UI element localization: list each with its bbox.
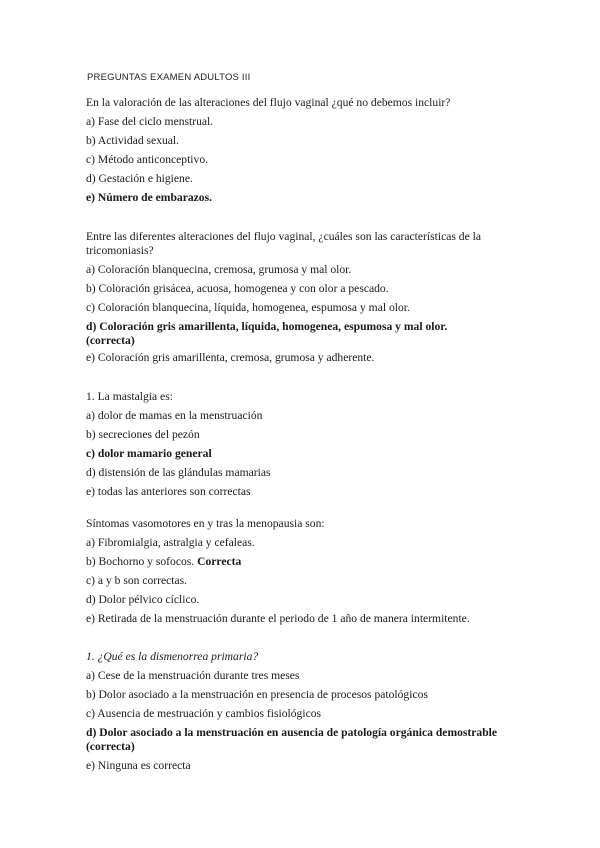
question-3: 1. La mastalgia es: [86,390,173,403]
q5-option-e: e) Ninguna es correcta [86,759,191,772]
q4-correct-label: Correcta [197,555,242,568]
q4-option-b: b) Bochorno y sofocos. [86,555,195,568]
q3-option-a: a) dolor de mamas en la menstruación [86,409,263,422]
q4-option-e: e) Retirada de la menstruación durante el periodo de 1 año de manera intermitente. [86,612,470,625]
question-5: 1. ¿Qué es la dismenorrea primaria? [86,650,259,663]
q1-option-a: a) Fase del ciclo menstrual. [86,115,214,128]
q1-option-c: c) Método anticonceptivo. [86,153,209,166]
question-2-line-1: Entre las diferentes alteraciones del flujo vaginal, ¿cuáles son las características de la [86,230,481,243]
q3-option-e: e) todas las anteriores son correctas [86,485,251,498]
q5-correct-note: (correcta) [86,740,135,753]
q2-option-e: e) Coloración gris amarillenta, cremosa, grumosa y adherente. [86,351,375,364]
q3-option-b: b) secreciones del pezón [86,428,200,441]
q5-option-c: c) Ausencia de mestruación y cambios fisiológicos [86,707,322,720]
question-2-line-2: tricomoniasis? [86,244,154,257]
q1-option-d: d) Gestación e higiene. [86,172,193,185]
q5-option-b: b) Dolor asociado a la menstruación en presencia de procesos patológicos [86,688,428,701]
q4-option-d: d) Dolor pélvico cíclico. [86,593,200,606]
question-4: Síntomas vasomotores en y tras la menopausia son: [86,517,325,530]
q3-option-d: d) distensión de las glándulas mamarias [86,466,271,479]
question-1: En la valoración de las alteraciones del flujo vaginal ¿qué no debemos incluir? [86,96,451,109]
q5-option-d-correct: d) Dolor asociado a la menstruación en ausencia de patología orgánica demostrable [86,726,498,739]
q2-option-b: b) Coloración grisácea, acuosa, homogenea y con olor a pescado. [86,282,389,295]
q2-option-a: a) Coloración blanquecina, cremosa, grumosa y mal olor. [86,263,352,276]
q2-correct-note: (correcta) [86,334,135,347]
q4-option-a: a) Fibromialgia, astralgia y cefaleas. [86,536,255,549]
page-title: PREGUNTAS EXAMEN ADULTOS III [87,72,251,83]
q1-option-b: b) Actividad sexual. [86,134,180,147]
q2-option-c: c) Coloración blanquecina, líquida, homogenea, espumosa y mal olor. [86,301,410,314]
q3-option-c-correct: c) dolor mamario general [86,447,212,460]
q4-option-b-row [86,555,241,569]
q5-option-a: a) Cese de la menstruación durante tres meses [86,669,300,682]
q4-option-c: c) a y b son correctas. [86,574,188,587]
q2-option-d-correct: d) Coloración gris amarillenta, líquida, homogenea, espumosa y mal olor. [86,320,448,333]
q1-option-e-correct: e) Número de embarazos. [86,191,212,204]
